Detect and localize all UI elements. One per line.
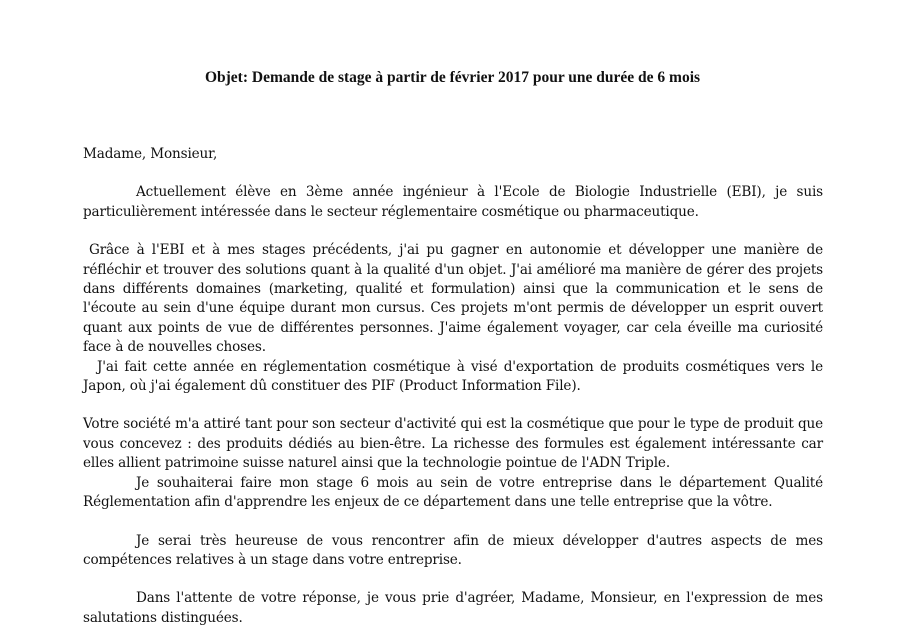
paragraph-meeting: Je serai très heureuse de vous rencontrer afin de mieux développer d'autres aspects de mes compétences relatives à un stage dans votre entreprise. [83, 532, 823, 568]
paragraph-internship-goal: Je souhaiterai faire mon stage 6 mois au sein de votre entreprise dans le département Qualité Réglementation afin d'apprendre les enjeux de ce département dans une telle entreprise que la vôtre. [83, 474, 823, 511]
letter-body [83, 145, 823, 628]
paragraph-company-interest: Votre société m'a attiré tant pour son secteur d'activité qui est la cosmétique que pour le type de produit que vous concevez : des produits dédiés au bien-être. La richesse des formules est également intéressante car elles allient patrimoine suisse naturel ainsi que la technologie pointue de l'ADN Triple. [83, 416, 823, 472]
paragraph-closing: Dans l'attente de votre réponse, je vous prie d'agréer, Madame, Monsieur, en l'expression de mes salutations distinguées. [83, 590, 823, 626]
paragraph-skills: Grâce à l'EBI et à mes stages précédents, j'ai pu gagner en autonomie et développer une manière de réfléchir et trouver des solutions quant à la qualité d'un objet. J'ai amélioré ma manière de gérer des projets dans différents domaines (marketing, qualité et formulation) ainsi que la communication et le sens de l'écoute au sein d'une équipe durant mon cursus. Ces projets m'ont permis de développer un esprit ouvert quant aux points de vue de différentes personnes. J'aime également voyager, car cela éveille ma curiosité face à de nouvelles choses. [83, 242, 823, 356]
paragraph-experience: J'ai fait cette année en réglementation cosmétique à visé d'exportation de produits cosmétiques vers le Japon, où j'ai également dû constituer des PIF (Product Information File). [83, 358, 823, 395]
paragraph-introduction: Actuellement élève en 3ème année ingénieur à l'Ecole de Biologie Industrielle (EBI), je suis particulièrement intéressée dans le secteur réglementaire cosmétique ou pharmaceutique. [83, 184, 823, 220]
letter-greeting: Madame, Monsieur, [83, 146, 218, 162]
letter-subject: Objet: Demande de stage à partir de février 2017 pour une durée de 6 mois [204, 69, 701, 86]
